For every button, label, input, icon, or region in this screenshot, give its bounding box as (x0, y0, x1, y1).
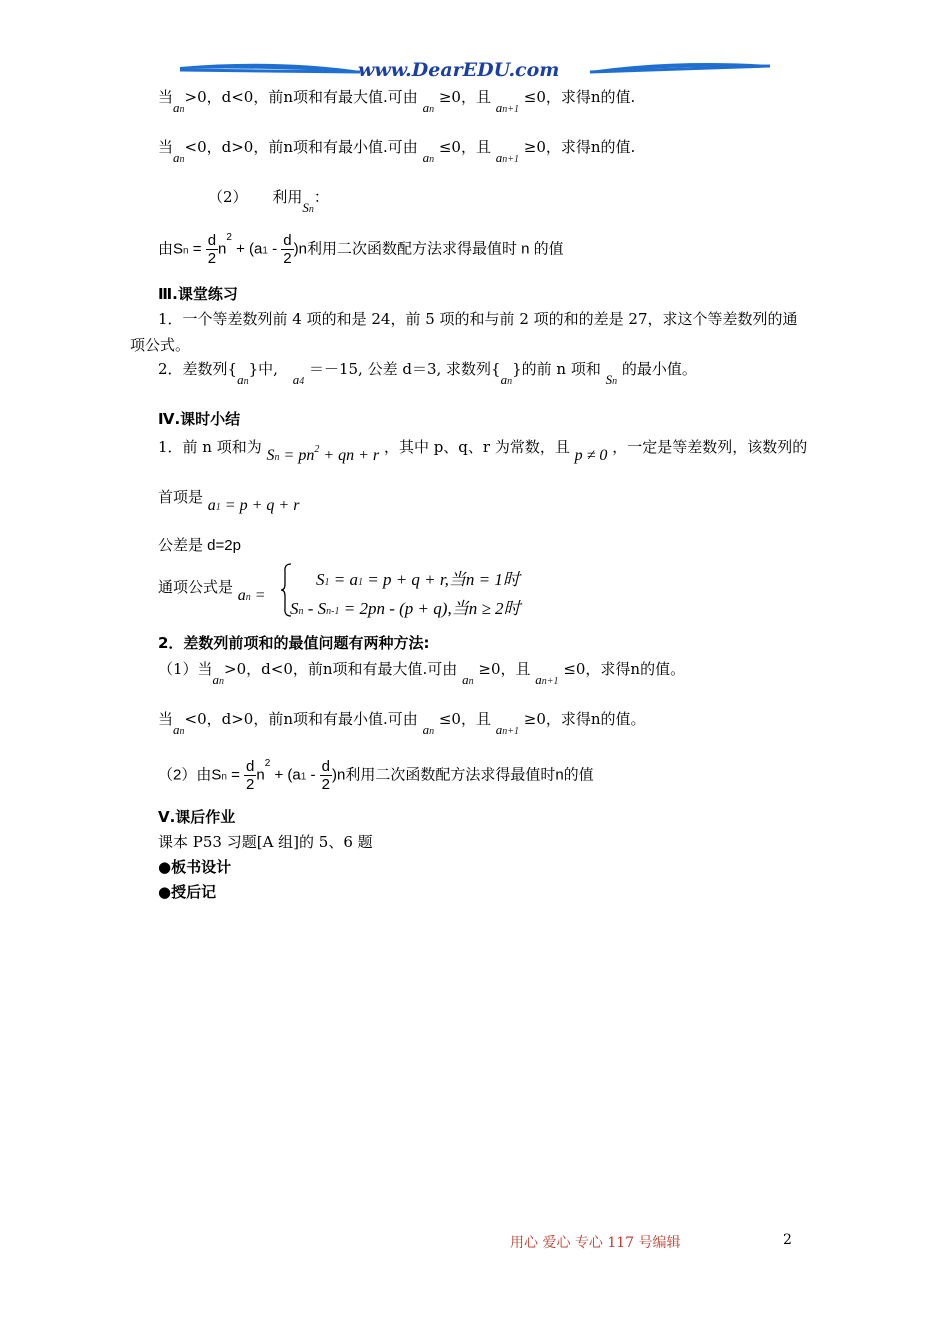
section3-q2 (158, 358, 697, 387)
eq: = (192, 240, 202, 258)
method1-line2 (158, 136, 636, 165)
var-a-n1: an+1 (495, 150, 519, 165)
sub-n: n (179, 726, 185, 737)
section3-q1b: 项公式。 (130, 336, 191, 354)
den: 2 (283, 250, 292, 267)
num: d (283, 232, 292, 249)
sub-n: n (243, 376, 249, 387)
var-a-n1: an+1 (495, 100, 519, 115)
text: <0，d>0，前n项和有最小值.可由 (184, 710, 418, 728)
minus: - (272, 240, 278, 258)
sub-n1: n+1 (541, 676, 559, 687)
sub-n: n (429, 154, 435, 165)
var-a: an (500, 372, 513, 387)
text: ≥0，求得n的值。 (523, 710, 646, 728)
text: （1）当 (158, 660, 213, 678)
sup-2: 2 (314, 444, 320, 455)
section4-title: Ⅳ.课时小结 (158, 410, 241, 428)
site-logo-text[interactable]: www.DearEDU.com (358, 59, 560, 81)
frac-d-2 (281, 232, 293, 267)
num: d (246, 758, 255, 775)
rhs: = p + q + r (224, 497, 300, 514)
text: }的前 n 项和 (512, 360, 601, 378)
first-term (158, 486, 300, 514)
var-S (302, 200, 314, 215)
method2-heading (208, 186, 329, 215)
text: )n (331, 766, 346, 784)
sub-n: n (219, 676, 225, 687)
rhs: = pn (283, 447, 315, 464)
colon: ： (313, 188, 329, 206)
text: ≤0，求得n的值. (523, 88, 636, 106)
sub-n: n (429, 726, 435, 737)
var-a: an (462, 672, 474, 687)
sub-n-1: n-1 (326, 606, 340, 617)
label: 通项公式是 (158, 578, 234, 596)
S: S (290, 599, 299, 618)
section3-title: Ⅲ.课堂练习 (158, 285, 238, 303)
n: n (256, 766, 265, 784)
var-a: an (237, 372, 249, 387)
var-a: an (422, 150, 435, 165)
sub-n: n (183, 245, 189, 257)
sub-1: 1 (300, 771, 307, 783)
section4-p1 (158, 436, 808, 464)
p2-line1 (158, 658, 686, 687)
text: >0，d<0，前n项和有最大值.可由 (184, 88, 418, 106)
sub-n: n (221, 771, 227, 783)
case2 (290, 594, 521, 619)
text: ，一定是等差数列，该数列的 (612, 438, 808, 456)
var-a: an (173, 722, 185, 737)
text: 1．前 n 项和为 (158, 438, 262, 456)
var-S: Sn (605, 372, 618, 387)
mid: - S (307, 599, 327, 618)
frac-d-2 (244, 758, 256, 793)
sub-n: n (468, 676, 474, 687)
text: 当 (158, 710, 174, 728)
sub-n: n (179, 154, 185, 165)
var-an: an = (237, 587, 266, 604)
text: 当 (158, 138, 174, 156)
method2-formula (158, 232, 564, 267)
sub-n1: n+1 (502, 726, 519, 737)
a: a (292, 372, 300, 387)
text: 的最小值。 (621, 360, 697, 378)
var-a: an (173, 150, 185, 165)
var-a4 (293, 372, 305, 387)
minus: - (310, 766, 316, 784)
text: ≤0，且 (438, 138, 491, 156)
method1-line1 (158, 86, 636, 115)
text: )n (293, 240, 307, 258)
after-notes: ●授后记 (158, 883, 217, 901)
n: n (218, 240, 227, 258)
sub-n: n (179, 104, 185, 115)
general-term (158, 576, 266, 604)
var-a: an (212, 672, 225, 687)
text: ≥0，求得n的值. (523, 138, 636, 156)
text: ＝－15, 公差 d＝3, 求数列{ (308, 360, 501, 378)
num: d (207, 232, 217, 249)
text: ≥0，且 (438, 88, 491, 106)
sub-4: 4 (299, 376, 305, 387)
text: 利用 (272, 188, 303, 206)
frac-d-2 (320, 758, 332, 793)
p2-line3 (158, 758, 594, 793)
sub-n: n (274, 452, 280, 463)
sub-1: 1 (262, 245, 268, 257)
eq: = (231, 766, 240, 784)
homework: 课本 P53 习题[A 组]的 5、6 题 (158, 833, 373, 851)
footer-text: 用心 爱心 专心 117 号编辑 (510, 1235, 681, 1251)
sub-n: n (507, 376, 513, 387)
text: 当 (158, 88, 174, 106)
tail: = 2pn - (p + q),当n ≥ 2时 (343, 599, 521, 618)
sub-n: n (298, 606, 304, 617)
text: ≥0，且 (478, 660, 531, 678)
text: <0，d>0，前n项和有最小值.可由 (184, 138, 418, 156)
text: >0，d<0，前n项和有最大值.可由 (224, 660, 458, 678)
page-number: 2 (783, 1232, 792, 1248)
sub-n1: n+1 (502, 104, 519, 115)
text: 由S (158, 240, 184, 258)
rest: = a (333, 570, 358, 589)
var-a-n1: an+1 (495, 722, 519, 737)
S: S (316, 570, 325, 589)
frac-d-2 (206, 232, 218, 267)
cond: p ≠ 0 (574, 447, 608, 464)
text: 利用二次函数配方法求得最值时n的值 (345, 766, 594, 784)
tail: = p + q + r,当n = 1时 (367, 570, 520, 589)
num: d (321, 758, 330, 775)
den: 2 (246, 776, 255, 793)
var-a: an (173, 100, 185, 115)
label: 首项是 (158, 488, 204, 506)
text: ，其中 p、q、r 为常数，且 (383, 438, 570, 456)
p2-line2 (158, 708, 646, 737)
section5-title: Ⅴ.课后作业 (158, 808, 236, 826)
sub-1: 1 (324, 577, 330, 588)
sup: 2 (264, 758, 271, 769)
sup: 2 (226, 232, 232, 243)
sub-n: n (245, 592, 251, 603)
text: }中, (248, 360, 278, 378)
sub-n: n (612, 376, 618, 387)
text: ≤0，求得n的值。 (563, 660, 686, 678)
text: （2）由S (158, 766, 222, 784)
den: 2 (207, 250, 217, 267)
formula-a1: a1 = p + q + r (207, 497, 300, 514)
sub-1: 1 (357, 577, 363, 588)
text: 2．差数列{ (158, 360, 238, 378)
sub-n: n (308, 204, 314, 215)
sub-n1: n+1 (502, 154, 519, 165)
var-a: an (422, 722, 435, 737)
S: S (266, 447, 275, 464)
var-a-n1: an+1 (535, 672, 559, 687)
rhs2: + qn + r (323, 447, 380, 464)
sub-n: n (429, 104, 435, 115)
S: S (302, 200, 309, 215)
text: + (a (274, 766, 301, 784)
case1 (316, 565, 520, 590)
var-a: an (422, 100, 435, 115)
section3-q1: 1．一个等差数列前 4 项的和是 24，前 5 项的和与前 2 项的和的差是 27，求这个等差数列的通 (158, 310, 798, 328)
text: + (a (236, 240, 263, 258)
sub-1: 1 (215, 502, 221, 513)
formula-sn (266, 444, 380, 464)
board-design: ●板书设计 (158, 858, 232, 876)
label: （2） (208, 188, 248, 206)
text: ≤0，且 (438, 710, 491, 728)
text: 利用二次函数配方法求得最值时 n 的值 (306, 240, 564, 258)
point2-title: 2．差数列前项和的最值问题有两种方法: (158, 634, 430, 652)
common-diff: 公差是 d=2p (158, 537, 241, 554)
den: 2 (321, 776, 330, 793)
